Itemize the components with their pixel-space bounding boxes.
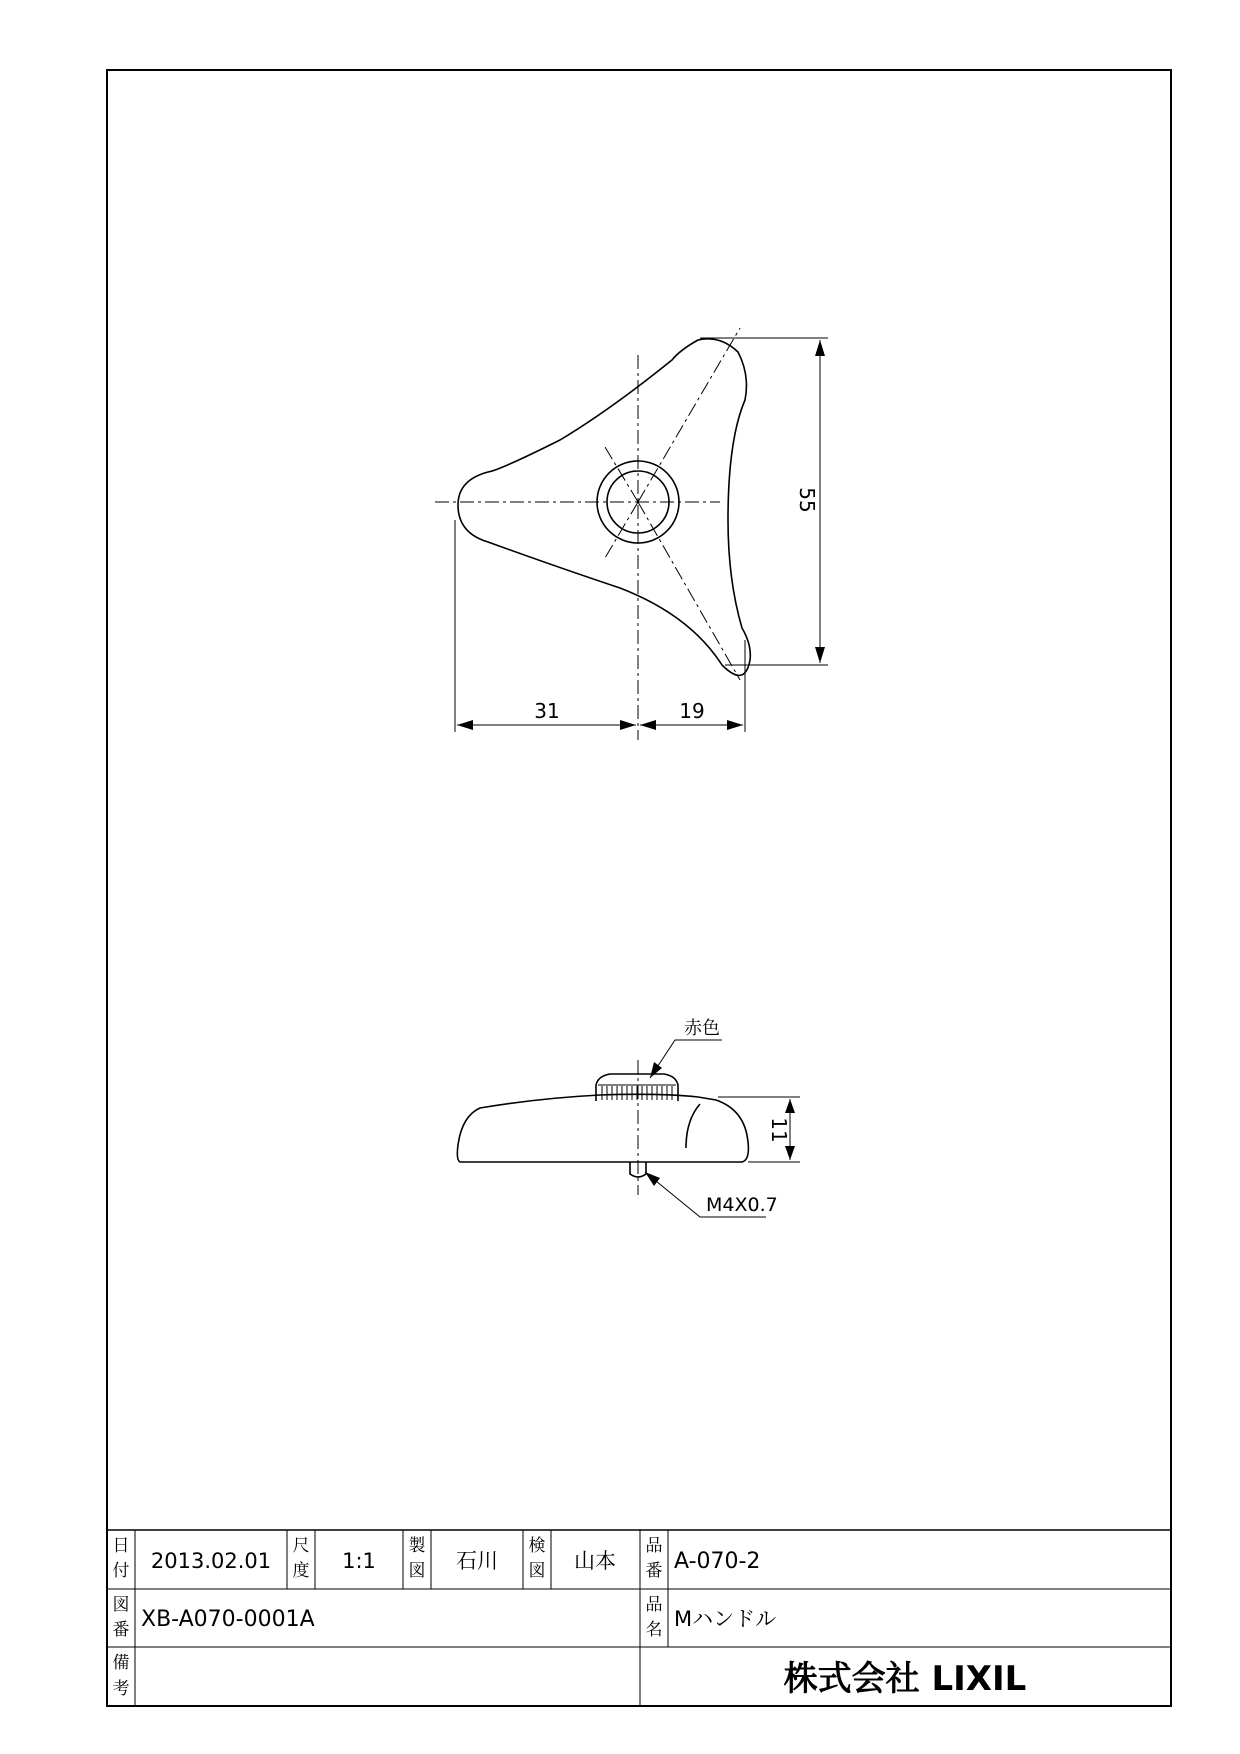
dim-31-arrow-left — [457, 720, 473, 730]
centerline-diagonal-down-short — [605, 502, 638, 558]
dim-11-arrow-top — [785, 1099, 795, 1113]
label-part-name-2: 名 — [645, 1620, 663, 1640]
label-scale-2: 度 — [292, 1561, 310, 1581]
handle-outline — [458, 339, 750, 676]
centerline-diagonal-up-short — [605, 447, 638, 502]
label-part-name-1: 品 — [645, 1595, 663, 1615]
value-part-name: Mハンドル — [674, 1607, 777, 1631]
value-drawing-no: XB-A070-0001A — [141, 1607, 315, 1632]
label-part-no-1: 品 — [645, 1536, 663, 1556]
label-checked-2: 図 — [528, 1561, 546, 1581]
leader-thread-arrow — [645, 1172, 660, 1186]
dim-11-arrow-bottom — [785, 1146, 795, 1160]
dim-11-label: 11 — [767, 1117, 791, 1143]
dim-55-label: 55 — [795, 487, 819, 513]
value-drawn: 石川 — [456, 1549, 498, 1573]
dim-19-arrow-left — [640, 720, 656, 730]
company-name: 株式会社 LIXIL — [783, 1659, 1027, 1699]
handle-side-body — [457, 1094, 748, 1162]
leader-color-arrow — [650, 1062, 662, 1078]
handle-side-shoulder — [686, 1104, 700, 1148]
label-date-2: 付 — [112, 1561, 130, 1581]
note-color: 赤色 — [684, 1018, 720, 1039]
note-thread: M4X0.7 — [706, 1194, 778, 1216]
drawing-frame — [107, 70, 1171, 1706]
label-drawn-2: 図 — [408, 1561, 426, 1581]
label-date-1: 日 — [112, 1536, 130, 1556]
centerline-diagonal-up — [638, 328, 740, 502]
cap-knurling — [598, 1085, 676, 1100]
label-drawing-no-2: 番 — [112, 1620, 130, 1640]
value-scale: 1:1 — [342, 1549, 376, 1573]
label-drawn-1: 製 — [408, 1536, 426, 1556]
label-remarks-2: 考 — [112, 1679, 130, 1699]
dim-19-label: 19 — [679, 699, 705, 723]
side-view — [457, 1018, 800, 1217]
value-checked: 山本 — [574, 1549, 616, 1573]
dim-55-arrow-top — [815, 340, 825, 356]
dim-31-arrow-right — [620, 720, 636, 730]
dim-19-arrow-right — [727, 720, 743, 730]
label-checked-1: 検 — [528, 1536, 546, 1556]
label-part-no-2: 番 — [645, 1561, 663, 1581]
leader-color — [650, 1040, 722, 1078]
top-view — [435, 328, 828, 740]
label-drawing-no-1: 図 — [112, 1595, 130, 1615]
value-part-no: A-070-2 — [674, 1549, 761, 1574]
dim-31-label: 31 — [534, 699, 560, 723]
dim-55-arrow-bottom — [815, 647, 825, 663]
centerline-diagonal-down — [638, 502, 740, 680]
label-remarks-1: 備 — [112, 1653, 130, 1673]
label-scale-1: 尺 — [292, 1536, 310, 1556]
title-block — [107, 1530, 1171, 1706]
value-date: 2013.02.01 — [150, 1549, 272, 1573]
